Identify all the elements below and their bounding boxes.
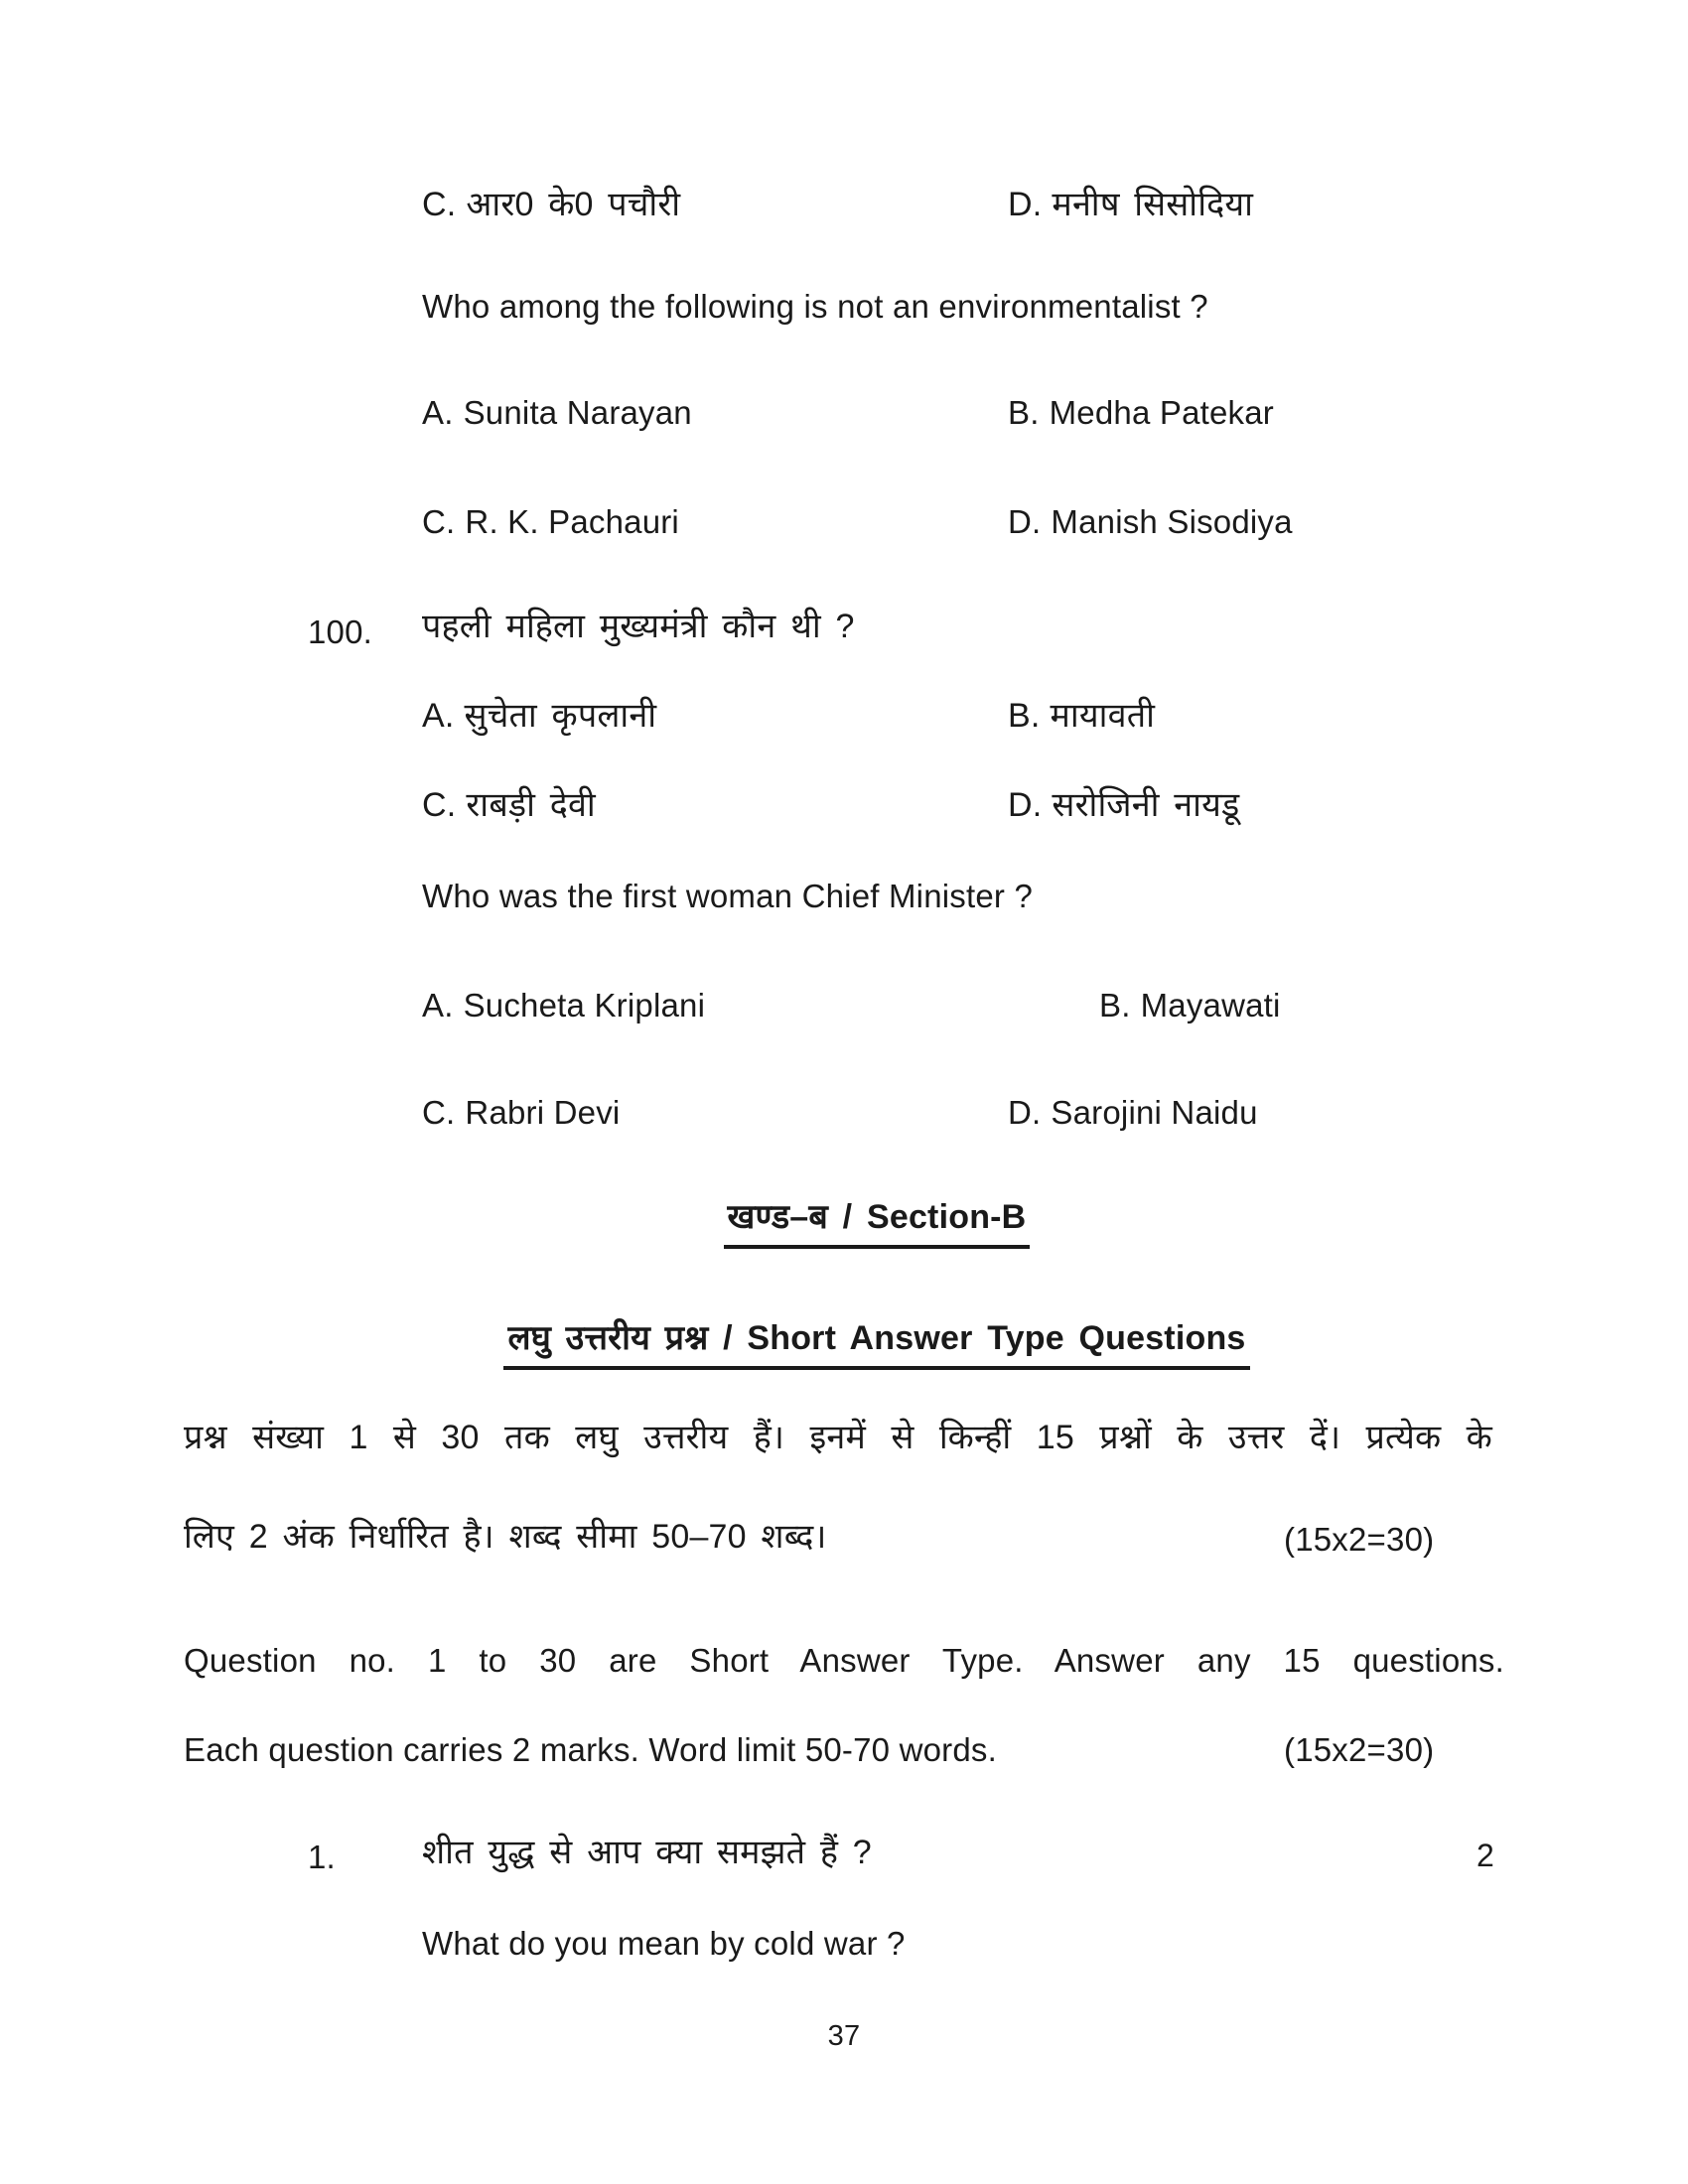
option-row-item [1008, 184, 1253, 226]
section-subheading-text: लघु उत्तरीय प्रश्न / Short Answer Type Questions [503, 1317, 1249, 1370]
section-heading-text: खण्ड–ब / Section-B [724, 1196, 1031, 1249]
option-text: Sarojini Naidu [1051, 1094, 1258, 1131]
option-row-item [422, 784, 596, 827]
instructions-english-line1: Question no. 1 to 30 are Short Answer Type. Answer any 15 questions. [184, 1642, 1504, 1679]
page-number: 37 [827, 2020, 861, 2052]
option-row-item [422, 184, 680, 226]
instructions-english-line2: Each question carries 2 marks. Word limit 50-70 words. [184, 1731, 997, 1768]
option-row-item [1008, 784, 1239, 827]
question-text-hindi: पहली महिला मुख्यमंत्री कौन थी ? [422, 608, 855, 645]
option-row-item [1008, 695, 1155, 738]
option-text: मनीष सिसोदिया [1052, 186, 1254, 223]
option-label: C. [422, 503, 456, 540]
option-label: A. [422, 697, 455, 735]
option-row-item [422, 392, 692, 433]
question-marks: 2 [1477, 1838, 1494, 1873]
option-text: Sucheta Kriplani [463, 987, 706, 1024]
option-row-item [1099, 985, 1281, 1025]
option-label: D. [1008, 503, 1042, 540]
marks-scheme: (15x2=30) [1284, 1731, 1435, 1768]
option-label: A. [422, 394, 454, 431]
option-label: B. [1008, 394, 1040, 431]
option-text: सरोजिनी नायडू [1052, 786, 1240, 824]
section-subheading [0, 1317, 1688, 1370]
question-text-english: Who was the first woman Chief Minister ? [422, 878, 1034, 914]
instructions-hindi-line1: प्रश्न संख्या 1 से 30 तक लघु उत्तरीय हैं। इनमें से किन्हीं 15 प्रश्नों के उत्तर दें। प्रत्येक के [184, 1419, 1492, 1456]
question-number: 100. [308, 614, 373, 650]
question-text-english: What do you mean by cold war ? [422, 1925, 906, 1962]
instructions-hindi-line2: लिए 2 अंक निर्धारित है। शब्द सीमा 50–70 शब्द। [184, 1518, 827, 1556]
option-row-item [1008, 501, 1293, 542]
option-label: D. [1008, 186, 1043, 223]
option-row-item [1008, 392, 1274, 433]
option-label: D. [1008, 1094, 1042, 1131]
option-row-item [422, 695, 656, 738]
option-text: Medha Patekar [1049, 394, 1274, 431]
question-text-hindi: शीत युद्ध से आप क्या समझते हैं ? [422, 1834, 872, 1871]
option-label: D. [1008, 786, 1043, 824]
option-text: सुचेता कृपलानी [464, 697, 657, 735]
option-row-item [422, 501, 679, 542]
option-text: आर0 के0 पचौरी [466, 186, 681, 223]
option-label: C. [422, 1094, 456, 1131]
option-text: राबड़ी देवी [466, 786, 596, 824]
option-label: B. [1008, 697, 1041, 735]
option-label: C. [422, 786, 457, 824]
option-row-item [1008, 1092, 1258, 1133]
option-row-item [422, 985, 705, 1025]
section-heading [0, 1196, 1688, 1249]
option-row-item [422, 1092, 620, 1133]
option-label: B. [1099, 987, 1131, 1024]
option-text: Mayawati [1140, 987, 1281, 1024]
option-text: Sunita Narayan [463, 394, 692, 431]
question-text-english: Who among the following is not an environmentalist ? [422, 288, 1208, 325]
option-label: A. [422, 987, 454, 1024]
marks-scheme: (15x2=30) [1284, 1521, 1435, 1558]
option-text: मायावती [1050, 697, 1156, 735]
question-number: 1. [308, 1839, 336, 1875]
option-text: Rabri Devi [465, 1094, 621, 1131]
option-text: R. K. Pachauri [465, 503, 679, 540]
option-label: C. [422, 186, 457, 223]
option-text: Manish Sisodiya [1051, 503, 1293, 540]
